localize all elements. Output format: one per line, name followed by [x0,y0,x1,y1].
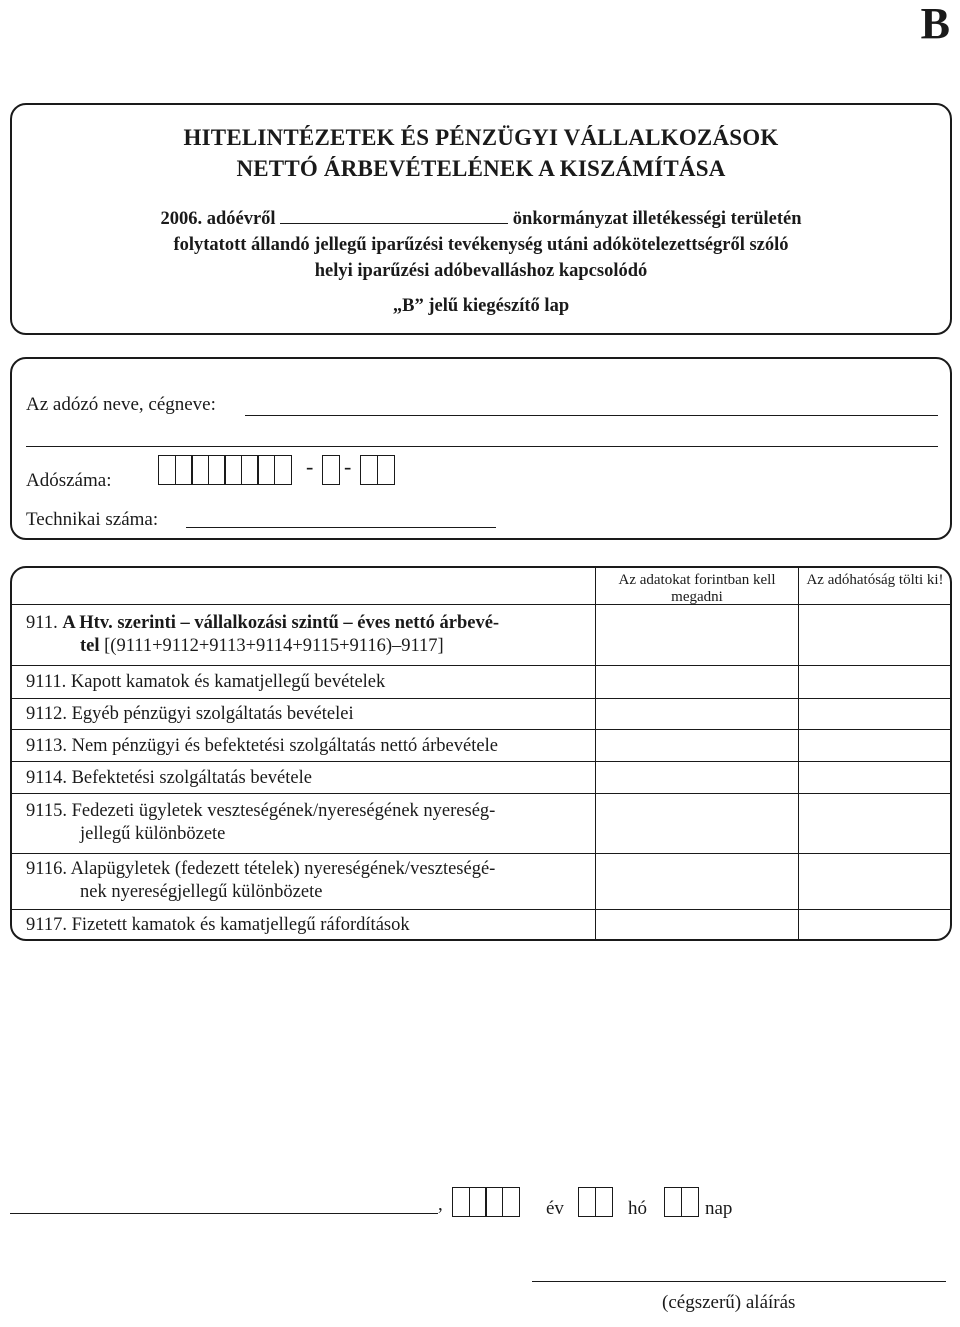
row-text: Fizetett kamatok és kamatjellegű ráfordítások [71,915,410,935]
municipality-blank[interactable] [280,209,508,224]
digit-cell[interactable] [191,455,209,485]
day-cells[interactable] [664,1187,699,1217]
row-line-9115 [12,853,950,854]
row-code: 9114. [26,768,67,788]
row-line-9116 [12,909,950,910]
row-code: 9116. [26,859,67,879]
year-prefix: 2006. adóévről [160,209,276,229]
row-text: Nem pénzügyi és befektetési szolgáltatás nettó árbevétele [71,736,498,756]
row-9112 [26,703,596,726]
digit-cell[interactable] [664,1187,682,1217]
row-text: A Htv. szerinti – vállalkozási szintű – éves nettó árbevé- [62,613,500,633]
digit-cell[interactable] [377,455,395,485]
row-9114 [26,767,596,790]
digit-cell[interactable] [322,455,340,485]
digit-cell[interactable] [469,1187,487,1217]
technical-number-field[interactable] [186,527,496,528]
row-text-cont: tel [80,636,100,656]
row-code: 9111. [26,672,67,692]
taxpayer-name-field-line2[interactable] [26,446,938,447]
authority-column-header: Az adóhatóság tölti ki! [806,572,944,588]
digit-cell[interactable] [175,455,193,485]
row-line-9114 [12,793,950,794]
row-text: Fedezeti ügyletek veszteségének/nyereségének nyereség- [71,801,496,821]
row-text: Alapügyletek (fedezett tételek) nyereségének/veszteségé- [70,859,496,879]
tax-number-vat-cell[interactable] [322,455,340,485]
signature-field[interactable] [532,1281,946,1282]
month-cells[interactable] [578,1187,613,1217]
digit-cell[interactable] [360,455,378,485]
taxpayer-name-label: Az adózó neve, cégneve: [26,394,216,415]
row-9111 [26,671,596,694]
subtitle-line2: folytatott állandó jellegű iparűzési tevékenység utáni adókötelezettségről szóló [173,235,789,255]
row-line-911 [12,665,950,666]
digit-cell[interactable] [274,455,292,485]
row-9115 [26,800,596,846]
form-title-line2: NETTÓ ÁRBEVÉTELÉNEK A KISZÁMÍTÁSA [236,156,726,181]
row-text-cont: nek nyereségjellegű különbözete [80,882,323,902]
taxpayer-box [10,357,952,540]
column-divider-2 [798,568,799,941]
form-title-line1: HITELINTÉZETEK ÉS PÉNZÜGYI VÁLLALKOZÁSOK [183,125,779,150]
digit-cell[interactable] [241,455,259,485]
tax-number-dash-1: - [306,454,314,479]
digit-cell[interactable] [681,1187,699,1217]
row-code: 911. [26,613,58,633]
digit-cell[interactable] [257,455,275,485]
revenue-table [10,566,952,941]
row-9117 [26,914,596,937]
row-line-9111 [12,698,950,699]
digit-cell[interactable] [485,1187,503,1217]
tax-number-county-cells[interactable] [360,455,395,485]
digit-cell[interactable] [578,1187,596,1217]
place-comma: , [438,1194,443,1215]
row-line-9113 [12,761,950,762]
row-formula: [(9111+9112+9113+9114+9115+9116)–9117] [104,636,444,656]
taxpayer-name-field[interactable] [245,415,938,416]
row-text: Kapott kamatok és kamatjellegű bevételek [70,672,386,692]
row-code: 9115. [26,801,67,821]
row-9113 [26,735,596,758]
digit-cell[interactable] [502,1187,520,1217]
digit-cell[interactable] [452,1187,470,1217]
technical-number-label: Technikai száma: [26,509,159,530]
row-text: Befektetési szolgáltatás bevétele [71,768,312,788]
digit-cell[interactable] [158,455,176,485]
digit-cell[interactable] [224,455,242,485]
form-title-box [10,103,952,335]
amount-column-header: Az adatokat forintban kell megadni [618,572,776,605]
supplement-sheet-label: „B” jelű kiegészítő lap [392,296,570,316]
tax-number-main-cells[interactable] [158,455,292,485]
year-cells[interactable] [452,1187,520,1217]
row-9116 [26,858,596,904]
row-text-cont: jellegű különbözete [80,824,226,844]
municipality-line [12,209,950,230]
tax-number-dash-2: - [344,454,352,479]
signature-label: (cégszerű) aláírás [662,1292,796,1313]
year-label: év [546,1198,564,1219]
row-text: Egyéb pénzügyi szolgáltatás bevételei [71,704,354,724]
digit-cell[interactable] [595,1187,613,1217]
digit-cell[interactable] [208,455,226,485]
month-label: hó [628,1198,647,1219]
row-code: 9117. [26,915,67,935]
form-letter-b: B [920,0,950,48]
row-line-9112 [12,729,950,730]
row-code: 9113. [26,736,67,756]
place-field[interactable] [10,1213,438,1214]
row-code: 9112. [26,704,67,724]
tax-number-label: Adószáma: [26,470,112,491]
subtitle-line3: helyi iparűzési adóbevalláshoz kapcsolódó [314,261,648,281]
row-911 [26,612,596,658]
row-line-header [12,604,950,605]
day-label: nap [705,1198,733,1219]
year-suffix: önkormányzat illetékességi területén [512,209,802,229]
